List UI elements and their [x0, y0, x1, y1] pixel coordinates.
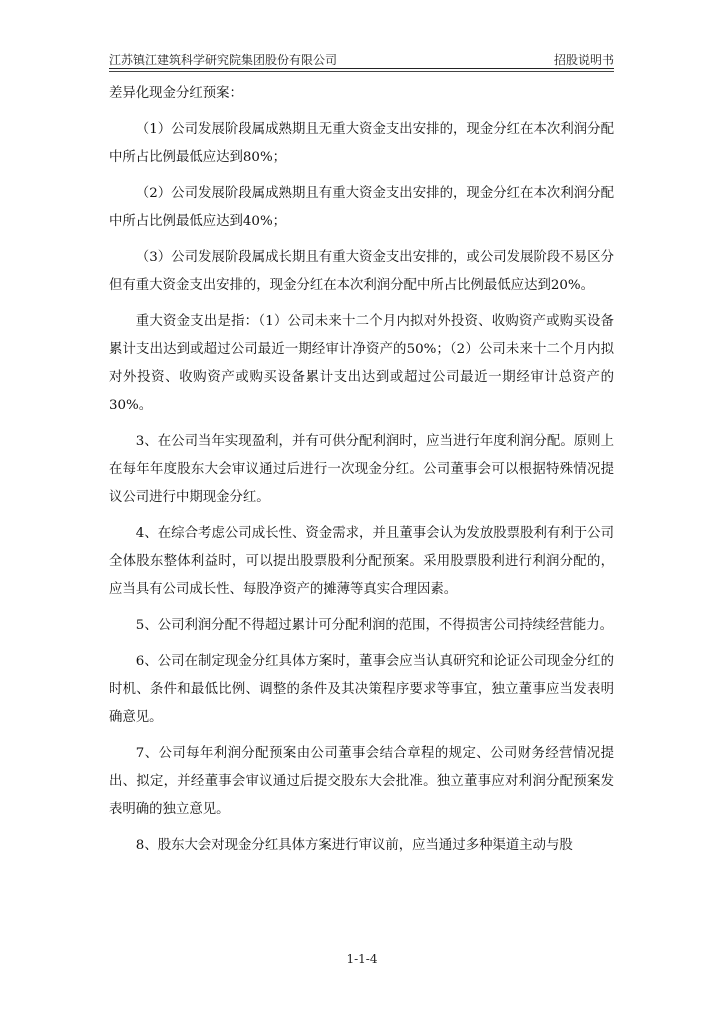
paragraph-clause-6: 6、公司在制定现金分红具体方案时，董事会应当认真研究和论证公司现金分红的时机、条件和最低比例、调整的条件及其决策程序要求等事宜，独立董事应当发表明确意见。 [109, 654, 614, 725]
header-rule-thin [109, 71, 614, 72]
paragraph-intro: 差异化现金分红预案： [109, 86, 243, 101]
page-footer [0, 952, 724, 966]
paragraph-item-2: （2）公司发展阶段属成熟期且有重大资金支出安排的，现金分红在本次利润分配中所占比例最低应达到40%； [109, 186, 614, 229]
header-company-name: 江苏镇江建筑科学研究院集团股份有限公司 [109, 53, 338, 67]
paragraph-clause-4: 4、在综合考虑公司成长性、资金需求，并且董事会认为发放股票股利有利于公司全体股东整体利益时，可以提出股票股利分配预案。采用股票股利进行利润分配的，应当具有公司成长性、每股净资产的摊薄等真实合理因素。 [109, 526, 614, 597]
page-number: 1-1-4 [346, 952, 378, 966]
paragraph-clause-5: 5、公司利润分配不得超过累计可分配利润的范围，不得损害公司持续经营能力。 [135, 618, 613, 633]
paragraph-item-3: （3）公司发展阶段属成长期且有重大资金支出安排的，或公司发展阶段不易区分但有重大资金支出安排的，现金分红在本次利润分配中所占比例最低应达到20%。 [109, 250, 614, 293]
paragraph-major-expenditure: 重大资金支出是指：（1）公司未来十二个月内拟对外投资、收购资产或购买设备累计支出达到或超过公司最近一期经审计净资产的50%；（2）公司未来十二个月内拟对外投资、收购资产或购买设备累计支出达到或超过公司最近一期经审计总资产的30%。 [109, 314, 614, 413]
paragraph-item-1: （1）公司发展阶段属成熟期且无重大资金支出安排的，现金分红在本次利润分配中所占比例最低应达到80%； [109, 122, 614, 165]
paragraph-clause-8: 8、股东大会对现金分红具体方案进行审议前，应当通过多种渠道主动与股 [135, 838, 573, 853]
paragraph-clause-3: 3、在公司当年实现盈利，并有可供分配利润时，应当进行年度利润分配。原则上在每年年度股东大会审议通过后进行一次现金分红。公司董事会可以根据特殊情况提议公司进行中期现金分红。 [109, 434, 614, 505]
document-body [109, 80, 614, 868]
header-rule [109, 68, 614, 69]
page-header [109, 48, 614, 68]
header-document-type: 招股说明书 [553, 53, 614, 67]
paragraph-clause-7: 7、公司每年利润分配预案由公司董事会结合章程的规定、公司财务经营情况提出、拟定，并经董事会审议通过后提交股东大会批准。独立董事应对利润分配预案发表明确的独立意见。 [109, 746, 614, 817]
